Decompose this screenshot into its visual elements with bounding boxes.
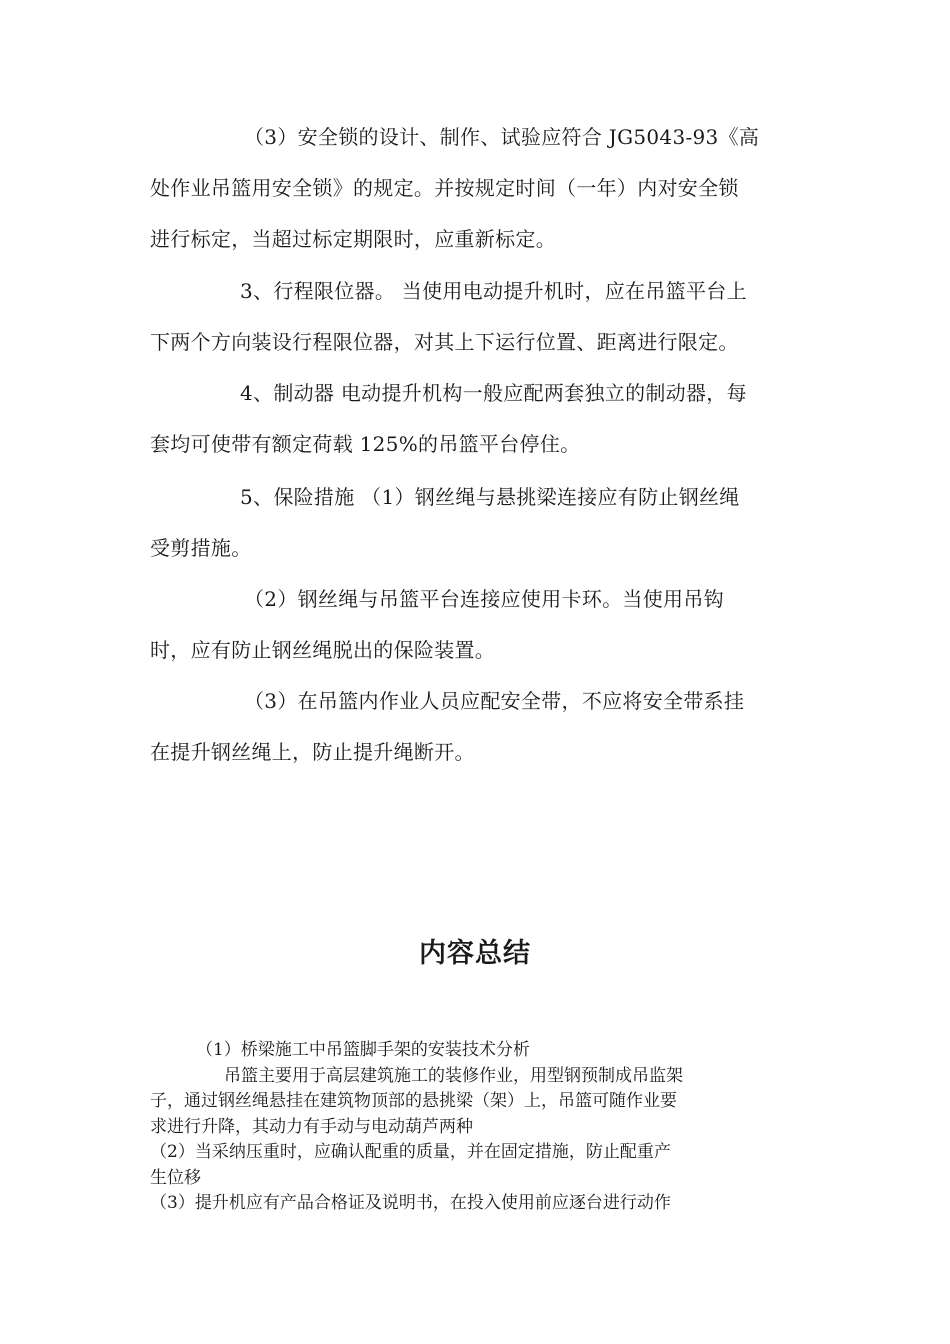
paragraph-line: 在提升钢丝绳上，防止提升绳断开。 xyxy=(150,740,475,764)
paragraph-line: 套均可使带有额定荷载 125%的吊篮平台停住。 xyxy=(150,432,581,456)
paragraph-brake xyxy=(150,368,810,470)
summary-line: 生位移 xyxy=(150,1167,201,1188)
paragraph-line: 处作业吊篮用安全锁》的规定。并按规定时间（一年）内对安全锁 xyxy=(150,176,739,200)
paragraph-safety-measures xyxy=(150,472,810,574)
paragraph-line: （2）钢丝绳与吊篮平台连接应使用卡环。当使用吊钩 xyxy=(244,587,724,611)
paragraph-line: 下两个方向装设行程限位器，对其上下运行位置、距离进行限定。 xyxy=(150,330,739,354)
paragraph-line: 时，应有防止钢丝绳脱出的保险装置。 xyxy=(150,638,496,662)
summary-line: （2）当采纳压重时，应确认配重的质量，并在固定措施，防止配重产 xyxy=(150,1142,671,1162)
paragraph-limit-switch xyxy=(150,266,810,368)
paragraph-line: 3、行程限位器。 当使用电动提升机时，应在吊篮平台上 xyxy=(240,279,747,303)
summary-line: 求进行升降，其动力有手动与电动葫芦两种 xyxy=(150,1116,473,1137)
summary-line: 吊篮主要用于高层建筑施工的装修作业，用型钢预制成吊监架 xyxy=(224,1065,683,1086)
paragraph-line: （3）安全锁的设计、制作、试验应符合 JG5043-93《高 xyxy=(244,125,760,149)
paragraph-line: 进行标定，当超过标定期限时，应重新标定。 xyxy=(150,227,556,251)
paragraph-line: 4、制动器 电动提升机构一般应配两套独立的制动器，每 xyxy=(240,381,747,405)
paragraph-shackle xyxy=(150,574,810,676)
paragraph-line: （3）在吊篮内作业人员应配安全带，不应将安全带系挂 xyxy=(244,689,745,713)
summary-line: （3）提升机应有产品合格证及说明书，在投入使用前应逐台进行动作 xyxy=(150,1193,671,1213)
paragraph-line: 5、保险措施 （1）钢丝绳与悬挑梁连接应有防止钢丝绳 xyxy=(240,485,740,509)
summary-body xyxy=(150,1038,800,1217)
paragraph-safety-belt xyxy=(150,676,810,778)
summary-title: 内容总结 xyxy=(419,938,531,969)
summary-line: （1）桥梁施工中吊篮脚手架的安装技术分析 xyxy=(196,1040,530,1060)
paragraph-line: 受剪措施。 xyxy=(150,536,252,560)
summary-line: 子，通过钢丝绳悬挂在建筑物顶部的悬挑梁（架）上，吊篮可随作业要 xyxy=(150,1091,677,1111)
paragraph-safety-lock xyxy=(150,112,810,265)
